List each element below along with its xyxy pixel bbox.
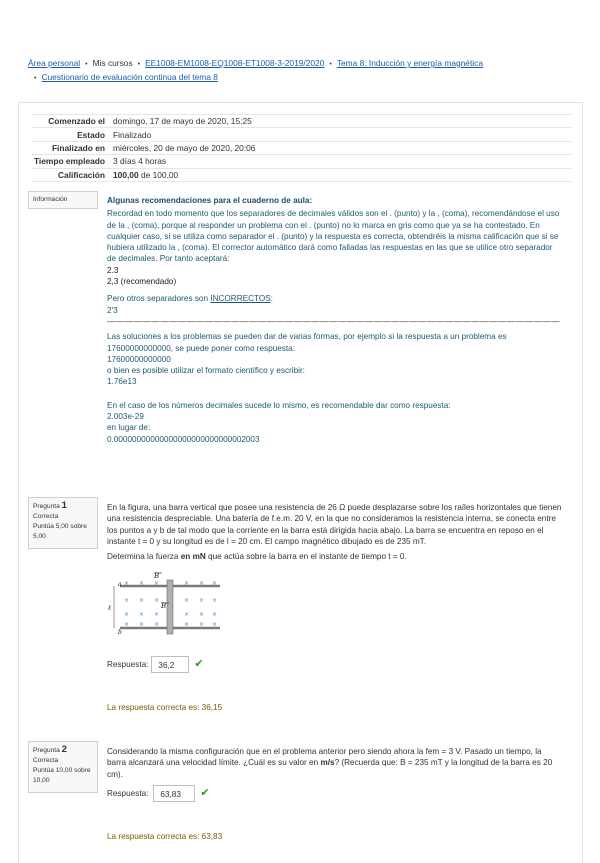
svg-text:×: × <box>139 597 145 604</box>
info-text: Pero otros separadores son <box>107 294 211 304</box>
question-unit: m/s <box>320 758 335 768</box>
svg-text:×: × <box>154 611 160 618</box>
svg-text:×: × <box>199 621 205 628</box>
question-text <box>107 746 562 780</box>
question-number: 2 <box>61 744 67 755</box>
breadcrumb <box>28 57 588 85</box>
info-example: 2'3 <box>107 305 118 315</box>
info-title: Algunas recomendaciones para el cuaderno de aula: <box>107 196 313 205</box>
question-1-info <box>28 497 98 549</box>
grade-value: 100,00 <box>113 169 139 180</box>
summary-row <box>32 141 572 154</box>
breadcrumb-courses: Mis cursos <box>92 58 133 68</box>
figure-label-b-field: B <box>154 572 160 580</box>
svg-text:×: × <box>199 597 205 604</box>
summary-row <box>32 115 572 128</box>
info-paragraph: En el caso de los números decimales sucede lo mismo, es recomendable dar como respuesta: <box>107 400 451 410</box>
breadcrumb-separator: • <box>34 75 37 82</box>
svg-text:×: × <box>184 621 190 628</box>
info-example: 2,3 (recomendado) <box>107 277 177 287</box>
svg-text:×: × <box>184 597 190 604</box>
summary-label: Estado <box>32 128 110 141</box>
breadcrumb-separator: • <box>329 61 332 68</box>
divider-dashes: ——————————————————————————————————————————————————— <box>107 316 561 326</box>
question-1-content <box>107 502 562 562</box>
info-box-label: Información <box>33 196 68 203</box>
svg-text:×: × <box>199 580 205 587</box>
question-1-feedback: La respuesta correcta es: 36,15 <box>107 703 223 712</box>
info-example: 17600000000000 <box>107 354 171 364</box>
svg-text:×: × <box>154 597 160 604</box>
info-text: : <box>270 294 273 304</box>
info-example: 1.76e13 <box>107 377 137 387</box>
svg-text:×: × <box>154 580 160 587</box>
info-paragraph: Recordad en todo momento que los separadores de decimales válidos son el . (punto) y la , (coma), recomendándose el uso de la , (coma), porque al responder un problema con el . (punto) no lo marca en gris como que ya se ha contestado. En cualquier caso, si se utiliza como separador el . (punto) y la respuesta es correcta, obtendréis la misma calificación que si se hubiera utilizado la , (coma). El corrector automático dará como falladas las respuestas en las que se utilice otro separador de decimales. Por tanto aceptará: <box>107 209 560 264</box>
svg-text:×: × <box>154 621 160 628</box>
grade-max: de 100,00 <box>138 169 179 180</box>
answer-input[interactable]: 36,2 <box>151 656 189 673</box>
info-paragraph <box>107 293 562 304</box>
correct-check-icon: ✔ <box>200 786 210 799</box>
question-number: 1 <box>61 500 67 511</box>
breadcrumb-home-link[interactable]: Área personal <box>28 58 81 68</box>
figure-label-a: a <box>118 581 122 588</box>
answer-label: Respuesta: <box>107 788 149 798</box>
svg-text:×: × <box>139 580 145 587</box>
question-2-info <box>28 741 98 793</box>
svg-text:×: × <box>212 611 218 618</box>
correct-check-icon: ✔ <box>194 657 204 670</box>
summary-value: domingo, 17 de mayo de 2020, 15:25 <box>110 115 572 128</box>
summary-row <box>32 155 572 168</box>
breadcrumb-quiz-link[interactable]: Cuestionario de evaluación continua del tema 8 <box>41 72 218 82</box>
answer-label: Respuesta: <box>107 659 149 669</box>
answer-input[interactable]: 63,83 <box>153 785 195 802</box>
question-state: Correcta <box>33 513 59 520</box>
svg-text:×: × <box>124 580 130 587</box>
summary-label: Calificación <box>32 168 110 181</box>
info-content <box>107 195 562 445</box>
summary-label: Tiempo empleado <box>32 155 110 168</box>
question-label: Pregunta <box>33 747 60 754</box>
summary-value: miércoles, 20 de mayo de 2020, 20:06 <box>110 141 572 154</box>
summary-label: Comenzado el <box>32 115 110 128</box>
breadcrumb-separator: • <box>137 61 141 68</box>
prompt-unit: en mN <box>180 552 206 562</box>
info-paragraph: o bien es posible utilizar el formato científico y escribir: <box>107 366 305 376</box>
info-example: 2.003e-29 <box>107 412 144 422</box>
svg-text:×: × <box>139 621 145 628</box>
question-text-part: ? (Recuerda que: B = 235 mT y la longitud de la barra es 20 cm). <box>107 758 553 779</box>
svg-text:×: × <box>184 611 190 618</box>
info-example: 2.3 <box>107 265 119 275</box>
figure-label-b: b <box>118 629 122 636</box>
attempt-summary-table <box>32 114 572 182</box>
question-score: Puntúa 5,00 sobre 5,00 <box>33 523 87 540</box>
svg-text:×: × <box>199 611 205 618</box>
question-2-answer-row <box>107 785 562 802</box>
question-2-feedback: La respuesta correcta es: 63,83 <box>107 832 223 841</box>
summary-row <box>32 128 572 141</box>
sliding-bar <box>167 580 173 634</box>
summary-value: 3 días 4 horas <box>110 155 572 168</box>
figure-label-length: ℓ <box>108 604 111 612</box>
prompt-text: Determina la fuerza <box>107 552 181 562</box>
svg-text:×: × <box>139 611 145 618</box>
svg-text:×: × <box>212 580 218 587</box>
rail-bar-figure <box>104 570 224 636</box>
breadcrumb-separator: • <box>85 61 88 68</box>
question-text-part: Considerando la misma configuración que en el problema anterior pero siendo ahora la fem = 3 V. Pasado un tiempo, la barra alcanzará una velocidad límite. ¿Cuál es su valor en <box>107 747 542 768</box>
summary-row <box>32 168 572 181</box>
info-paragraph: Las soluciones a los problemas se pueden dar de varias formas, por ejemplo si la respuesta a un problema es 17600000000000, se puede poner como respuesta: <box>107 332 507 353</box>
info-box <box>28 191 98 209</box>
svg-text:×: × <box>184 580 190 587</box>
figure-label-b-field: B <box>161 602 167 610</box>
info-example: 0.00000000000000000000000000002003 <box>107 434 260 444</box>
summary-value: Finalizado <box>110 128 572 141</box>
summary-value <box>110 168 572 181</box>
svg-text:×: × <box>124 621 130 628</box>
question-state: Correcta <box>33 757 59 764</box>
breadcrumb-topic-link[interactable]: Tema 8. Inducción y energía magnética <box>336 58 483 68</box>
info-paragraph: en lugar de: <box>107 423 151 433</box>
svg-text:×: × <box>212 621 218 628</box>
svg-text:×: × <box>124 611 130 618</box>
question-text: En la figura, una barra vertical que posee una resistencia de 26 Ω puede desplazarse sobre los raíles horizontales que tienen una resistencia despreciable. Una batería de f.e.m. 20 V, en la que no consideramos la resistencia interna, se conecta entre los puntos a y b de tal modo que la corriente en la barra está dirigida hacia abajo. La barra se encuentra en reposo en el instante t = 0 y su longitud es de l = 20 cm. El campo magnético dibujado es de 235 mT. <box>107 503 562 546</box>
breadcrumb-course-link[interactable]: EE1008-EM1008-EQ1008-ET1008-3-2019/2020 <box>145 58 325 68</box>
svg-text:×: × <box>212 597 218 604</box>
question-prompt <box>107 551 562 562</box>
summary-label: Finalizado en <box>32 141 110 154</box>
svg-text:×: × <box>124 597 130 604</box>
question-score: Puntúa 10,00 sobre 10,00 <box>33 767 91 784</box>
question-2-content <box>107 746 562 780</box>
prompt-text: que actúa sobre la barra en el instante de tiempo t = 0. <box>205 552 407 562</box>
question-label: Pregunta <box>33 503 60 510</box>
info-underlined: INCORRECTOS <box>210 294 271 304</box>
question-1-answer-row <box>107 656 562 673</box>
